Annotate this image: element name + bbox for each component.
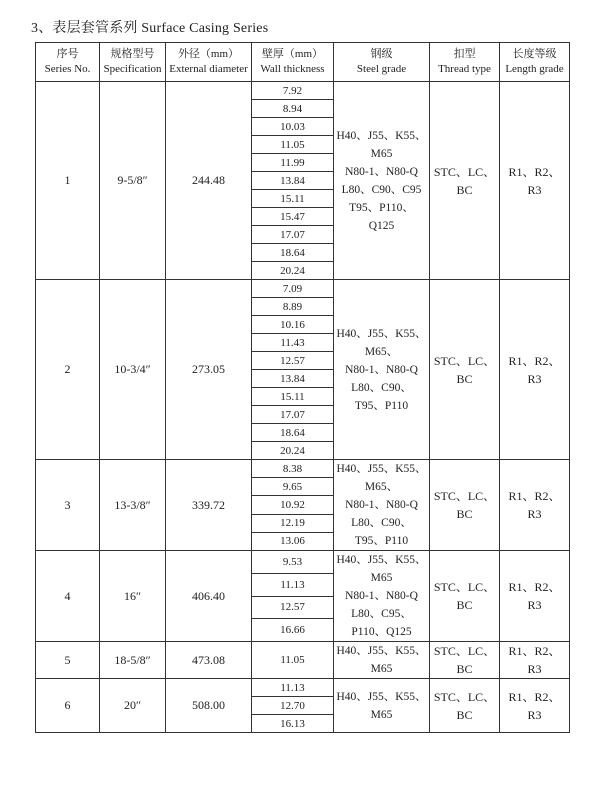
header-steel-grade: 钢级 Steel grade [334, 43, 430, 82]
external-diameter-cell: 244.48 [166, 82, 252, 280]
wall-thickness-value: 9.53 [282, 555, 303, 568]
steel-grade-cell-line: M65、 [364, 481, 399, 493]
specification-cell: 13-3/8″ [100, 460, 166, 551]
wall-thickness-cell [252, 697, 334, 715]
length-grade-cell-line: R3 [527, 598, 542, 612]
steel-grade-cell-line: H40、J55、K55、 [336, 129, 427, 142]
wall-thickness-cell [252, 334, 334, 352]
header-thread-type: 扣型 Thread type [430, 43, 500, 82]
wall-thickness-value: 13.84 [280, 372, 305, 385]
thread-type-cell [430, 679, 500, 733]
wall-thickness-cell [252, 679, 334, 697]
wall-thickness-value: 11.43 [280, 336, 305, 349]
thread-type-cell-line: STC、LC、 [433, 353, 496, 368]
wall-thickness-cell [252, 154, 334, 172]
steel-grade-cell-line: T95、P110、 [349, 201, 414, 214]
wall-thickness-value: 8.38 [282, 462, 303, 475]
wall-thickness-cell [252, 532, 334, 550]
wall-thickness-value: 12.70 [280, 699, 305, 712]
wall-thickness-value: 12.57 [280, 354, 305, 367]
wall-thickness-value: 10.03 [280, 120, 305, 133]
length-grade-cell [500, 82, 570, 280]
wall-thickness-cell [252, 190, 334, 208]
wall-thickness-cell [252, 406, 334, 424]
length-grade-cell [500, 551, 570, 642]
surface-casing-table [35, 42, 570, 733]
length-grade-cell-line: R1、R2、 [508, 353, 561, 368]
wall-thickness-cell [252, 280, 334, 298]
steel-grade-cell-line: L80、C95、 [351, 608, 412, 620]
length-grade-cell-line: R1、R2、 [508, 689, 561, 704]
wall-thickness-value: 11.05 [280, 654, 305, 666]
length-grade-cell [500, 280, 570, 460]
steel-grade-cell-line: H40、J55、K55、 [336, 554, 427, 566]
length-grade-cell-line: R1、R2、 [508, 164, 561, 179]
length-grade-cell-line: R3 [527, 507, 542, 521]
steel-grade-cell-line: T95、P110 [354, 399, 409, 412]
wall-thickness-cell [252, 388, 334, 406]
wall-thickness-cell [252, 82, 334, 100]
wall-thickness-value: 9.65 [282, 480, 303, 493]
steel-grade-cell-line: N80-1、N80-Q [345, 499, 418, 511]
wall-thickness-value: 16.13 [280, 717, 305, 730]
wall-thickness-cell [252, 136, 334, 154]
length-grade-cell [500, 679, 570, 733]
wall-thickness-cell [252, 172, 334, 190]
external-diameter-cell: 406.40 [166, 551, 252, 642]
wall-thickness-cell [252, 715, 334, 733]
header-row [36, 43, 570, 82]
wall-thickness-value: 12.57 [280, 601, 305, 614]
length-grade-cell-line: R3 [527, 182, 542, 197]
table-row [36, 679, 570, 697]
wall-thickness-cell [252, 370, 334, 388]
specification-cell: 16″ [100, 551, 166, 642]
wall-thickness-cell [252, 573, 334, 596]
wall-thickness-value: 11.99 [280, 156, 305, 169]
table-row [36, 82, 570, 100]
thread-type-cell-line: STC、LC、 [433, 644, 496, 658]
series-no-cell: 5 [36, 642, 100, 679]
wall-thickness-cell [252, 478, 334, 496]
steel-grade-cell-line: H40、J55、K55、 [336, 690, 427, 703]
wall-thickness-value: 11.05 [280, 138, 305, 151]
wall-thickness-cell [252, 352, 334, 370]
wall-thickness-cell [252, 514, 334, 532]
wall-thickness-cell [252, 424, 334, 442]
series-no-cell: 4 [36, 551, 100, 642]
steel-grade-cell-line: P110、Q125 [351, 626, 412, 638]
thread-type-cell-line: STC、LC、 [433, 580, 496, 594]
thread-type-cell-line: BC [456, 707, 473, 722]
thread-type-cell [430, 460, 500, 551]
wall-thickness-cell [252, 208, 334, 226]
wall-thickness-cell [252, 619, 334, 642]
steel-grade-cell [334, 460, 430, 551]
thread-type-cell [430, 551, 500, 642]
thread-type-cell-line: BC [456, 662, 473, 676]
wall-thickness-value: 10.92 [280, 498, 305, 511]
wall-thickness-cell [252, 262, 334, 280]
header-series-no: 序号 Series No. [36, 43, 100, 82]
wall-thickness-value: 18.64 [280, 426, 305, 439]
wall-thickness-cell [252, 118, 334, 136]
thread-type-cell-line: STC、LC、 [433, 164, 496, 179]
table-row [36, 642, 570, 679]
thread-type-cell [430, 280, 500, 460]
wall-thickness-value: 17.07 [280, 228, 305, 241]
wall-thickness-cell [252, 226, 334, 244]
wall-thickness-value: 20.24 [280, 264, 305, 277]
steel-grade-cell [334, 280, 430, 460]
length-grade-cell-line: R1、R2、 [508, 644, 561, 658]
table-row [36, 280, 570, 298]
wall-thickness-cell [252, 551, 334, 574]
length-grade-cell-line: R3 [527, 371, 542, 386]
steel-grade-cell-line: M65 [370, 147, 393, 160]
wall-thickness-value: 18.64 [280, 246, 305, 259]
thread-type-cell [430, 642, 500, 679]
thread-type-cell-line: STC、LC、 [433, 489, 496, 503]
length-grade-cell-line: R3 [527, 662, 542, 676]
wall-thickness-value: 8.89 [282, 300, 303, 313]
wall-thickness-cell [252, 316, 334, 334]
wall-thickness-cell [252, 244, 334, 262]
section-title: 3、表层套管系列 Surface Casing Series [31, 21, 269, 36]
steel-grade-cell [334, 679, 430, 733]
steel-grade-cell-line: L80、C90、C95 [341, 183, 422, 196]
steel-grade-cell-line: H40、J55、K55、 [336, 645, 427, 657]
table-row [36, 460, 570, 478]
wall-thickness-cell [252, 596, 334, 619]
steel-grade-cell-line: M65 [370, 572, 393, 584]
thread-type-cell-line: BC [456, 182, 473, 197]
wall-thickness-value: 16.66 [280, 624, 305, 637]
specification-cell: 10-3/4″ [100, 280, 166, 460]
wall-thickness-value: 15.11 [280, 192, 305, 205]
header-wall-thickness: 壁厚（mm） Wall thickness [252, 43, 334, 82]
length-grade-cell [500, 642, 570, 679]
steel-grade-cell [334, 642, 430, 679]
wall-thickness-value: 20.24 [280, 444, 305, 457]
specification-cell: 9-5/8″ [100, 82, 166, 280]
external-diameter-cell: 508.00 [166, 679, 252, 733]
wall-thickness-value: 15.11 [280, 390, 305, 403]
external-diameter-cell: 273.05 [166, 280, 252, 460]
series-no-cell: 6 [36, 679, 100, 733]
length-grade-cell [500, 460, 570, 551]
steel-grade-cell-line: N80-1、N80-Q [345, 590, 418, 602]
wall-thickness-cell [252, 496, 334, 514]
wall-thickness-value: 7.92 [282, 84, 303, 97]
wall-thickness-cell [252, 642, 334, 679]
header-length-grade: 长度等级 Length grade [500, 43, 570, 82]
wall-thickness-value: 13.06 [280, 535, 305, 548]
steel-grade-cell-line: T95、P110 [354, 535, 409, 547]
header-specification: 规格型号 Specification [100, 43, 166, 82]
thread-type-cell-line: BC [456, 598, 473, 612]
steel-grade-cell-line: N80-1、N80-Q [345, 363, 418, 376]
steel-grade-cell [334, 82, 430, 280]
series-no-cell: 2 [36, 280, 100, 460]
external-diameter-cell: 339.72 [166, 460, 252, 551]
header-external-diameter: 外径（mm） External diameter [166, 43, 252, 82]
wall-thickness-cell [252, 460, 334, 478]
wall-thickness-cell [252, 298, 334, 316]
wall-thickness-value: 7.09 [282, 282, 303, 295]
specification-cell: 20″ [100, 679, 166, 733]
wall-thickness-cell [252, 442, 334, 460]
external-diameter-cell: 473.08 [166, 642, 252, 679]
steel-grade-cell [334, 551, 430, 642]
steel-grade-cell-line: H40、J55、K55、 [336, 327, 427, 340]
specification-cell: 18-5/8″ [100, 642, 166, 679]
wall-thickness-value: 10.16 [280, 318, 305, 331]
steel-grade-cell-line: H40、J55、K55、 [336, 463, 427, 475]
thread-type-cell-line: BC [456, 371, 473, 386]
wall-thickness-value: 11.13 [280, 578, 305, 591]
length-grade-cell-line: R3 [527, 707, 542, 722]
steel-grade-cell-line: L80、C90、 [351, 381, 412, 394]
wall-thickness-value: 13.84 [280, 174, 305, 187]
steel-grade-cell-line: Q125 [368, 219, 395, 232]
thread-type-cell-line: BC [456, 507, 473, 521]
wall-thickness-cell [252, 100, 334, 118]
length-grade-cell-line: R1、R2、 [508, 580, 561, 594]
wall-thickness-value: 12.19 [280, 517, 305, 530]
steel-grade-cell-line: M65 [370, 663, 393, 675]
length-grade-cell-line: R1、R2、 [508, 489, 561, 503]
steel-grade-cell-line: L80、C90、 [351, 517, 412, 529]
thread-type-cell [430, 82, 500, 280]
wall-thickness-value: 8.94 [282, 102, 303, 115]
steel-grade-cell-line: M65、 [364, 345, 399, 358]
wall-thickness-value: 15.47 [280, 210, 305, 223]
series-no-cell: 3 [36, 460, 100, 551]
steel-grade-cell-line: N80-1、N80-Q [345, 165, 418, 178]
thread-type-cell-line: STC、LC、 [433, 689, 496, 704]
steel-grade-cell-line: M65 [370, 708, 393, 721]
table-row [36, 551, 570, 574]
wall-thickness-value: 11.13 [280, 681, 305, 694]
series-no-cell: 1 [36, 82, 100, 280]
wall-thickness-value: 17.07 [280, 408, 305, 421]
